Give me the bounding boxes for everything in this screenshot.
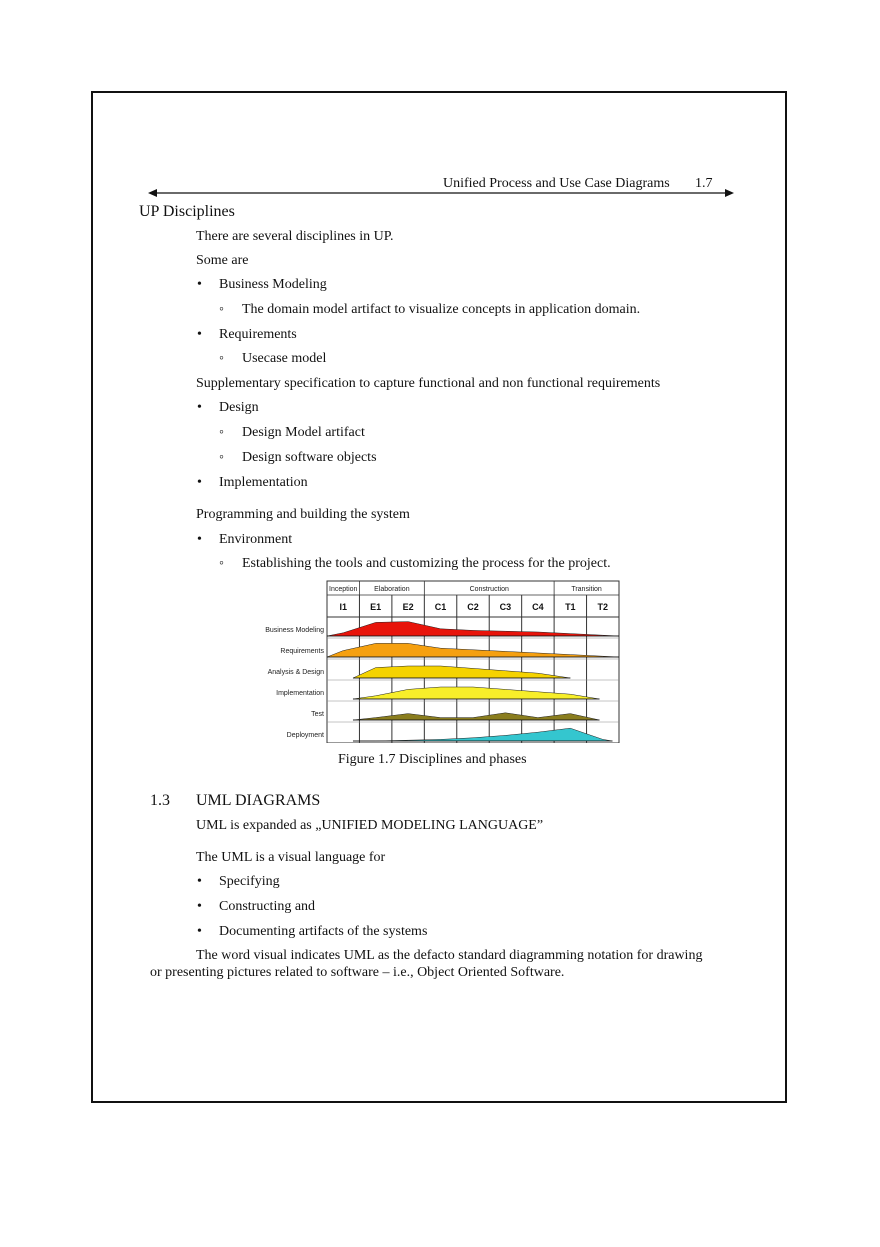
bullet-icon: • [197, 475, 202, 490]
phase-label: Transition [571, 586, 602, 593]
bullet-icon: • [197, 532, 202, 547]
visual-language-text: The UML is a visual language for [196, 850, 386, 865]
iteration-label: C2 [467, 602, 479, 612]
left-arrow-icon [148, 189, 157, 197]
discipline-label: Test [311, 711, 324, 718]
discipline-label: Implementation [276, 690, 324, 697]
list-item-establishing: Establishing the tools and customizing the process for the project. [242, 556, 611, 571]
running-header-title: Unified Process and Use Case Diagrams [443, 176, 670, 191]
list-item-usecase-model: Usecase model [242, 351, 327, 366]
discipline-label: Analysis & Design [267, 669, 324, 676]
list-item-design-model: Design Model artifact [242, 425, 365, 440]
discipline-label: Deployment [286, 732, 324, 739]
right-arrow-icon [725, 189, 734, 197]
section-title-up-disciplines: UP Disciplines [139, 203, 235, 220]
programming-text: Programming and building the system [196, 507, 410, 522]
sub-bullet-icon: ◦ [219, 450, 224, 465]
list-item-design: Design [219, 400, 259, 415]
some-are-text: Some are [196, 253, 249, 268]
paragraph-line-2: or presenting pictures related to software – i.e., Object Oriented Software. [150, 965, 565, 980]
supplementary-text: Supplementary specification to capture functional and non functional requirements [196, 376, 661, 391]
intro-text: There are several disciplines in UP. [196, 229, 394, 244]
section-number: 1.3 [150, 792, 170, 809]
bullet-icon: • [197, 899, 202, 914]
list-item-design-objects: Design software objects [242, 450, 377, 465]
phase-label: Construction [469, 586, 509, 593]
sub-bullet-icon: ◦ [219, 425, 224, 440]
figure-caption: Figure 1.7 Disciplines and phases [338, 752, 527, 767]
page-number: 1.7 [695, 176, 713, 191]
paragraph-line-1: The word visual indicates UML as the defacto standard diagramming notation for drawing [196, 948, 703, 963]
iteration-label: T2 [597, 602, 609, 612]
list-item-requirements: Requirements [219, 327, 297, 342]
bullet-icon: • [197, 400, 202, 415]
chart-svg [255, 579, 621, 743]
list-item-domain-model: The domain model artifact to visualize concepts in application domain. [242, 302, 641, 317]
iteration-label: C1 [434, 602, 447, 612]
bullet-icon: • [197, 874, 202, 889]
iteration-label: I1 [339, 602, 347, 612]
bullet-icon: • [197, 924, 202, 939]
iteration-label: E2 [402, 602, 414, 612]
iteration-label: T1 [565, 602, 576, 612]
list-item-business-modeling: Business Modeling [219, 277, 327, 292]
sub-bullet-icon: ◦ [219, 556, 224, 571]
iteration-label: C3 [499, 602, 512, 612]
list-item-specifying: Specifying [219, 874, 280, 889]
sub-bullet-icon: ◦ [219, 302, 224, 317]
iteration-label: E1 [370, 602, 382, 612]
uml-expanded-text: UML is expanded as „UNIFIED MODELING LANGUAGE” [196, 818, 544, 833]
bullet-icon: • [197, 327, 202, 342]
phase-label: Elaboration [374, 586, 410, 593]
sub-bullet-icon: ◦ [219, 351, 224, 366]
discipline-label: Business Modeling [265, 627, 324, 634]
section-title-uml-diagrams: UML DIAGRAMS [196, 792, 321, 809]
discipline-label: Requirements [280, 648, 324, 655]
iteration-label: C4 [532, 602, 544, 612]
phase-label: Inception [329, 586, 358, 593]
disciplines-phases-chart [255, 579, 621, 743]
list-item-implementation: Implementation [219, 475, 308, 490]
bullet-icon: • [197, 277, 202, 292]
list-item-constructing: Constructing and [219, 899, 316, 914]
list-item-environment: Environment [219, 532, 293, 547]
list-item-documenting: Documenting artifacts of the systems [219, 924, 428, 939]
